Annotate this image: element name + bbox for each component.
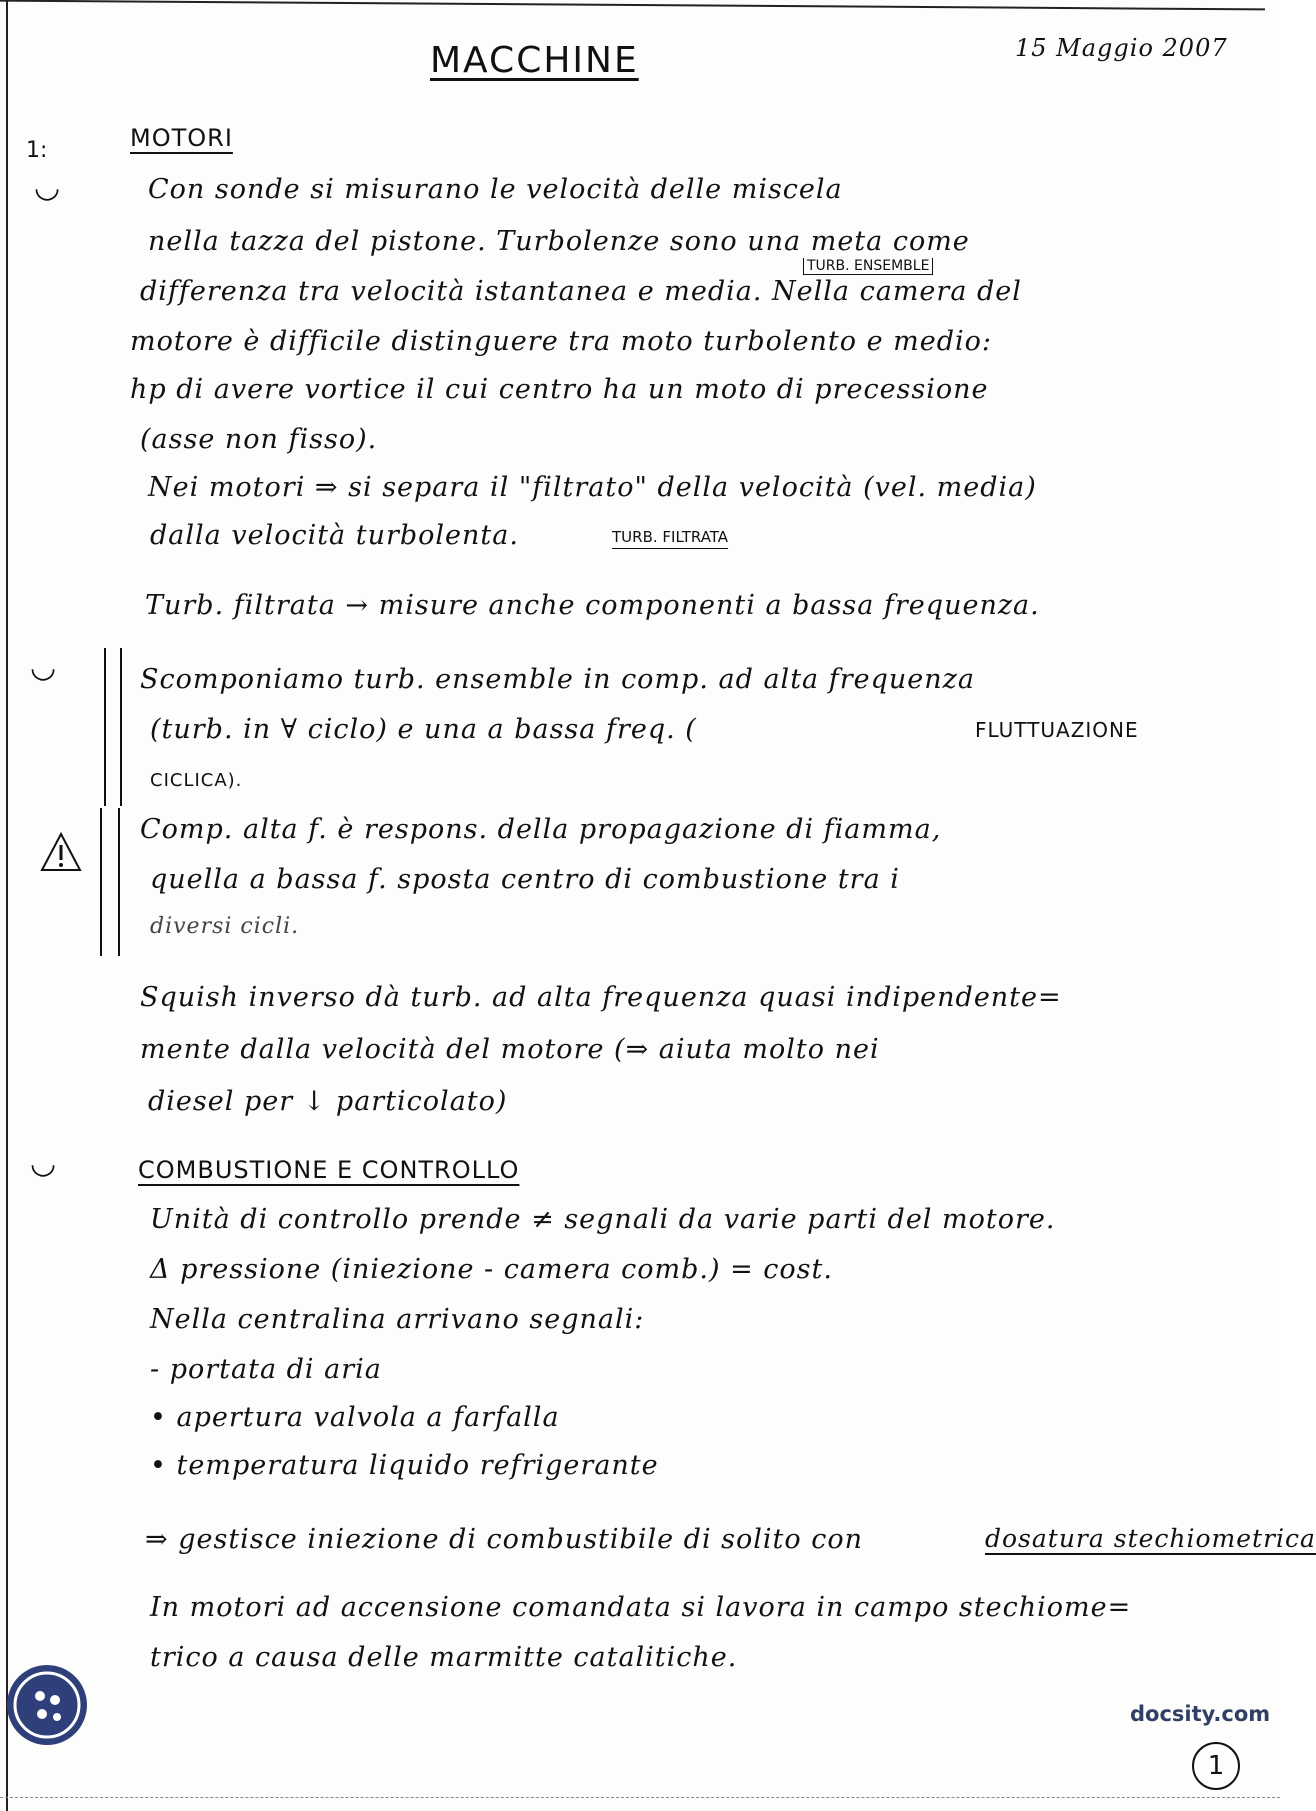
margin-number: 1: (26, 138, 48, 163)
text-line: ⇒ gestisce iniezione di combustibile di solito con (145, 1524, 863, 1555)
page-date: 15 Maggio 2007 (1015, 34, 1228, 62)
page-border-left (6, 0, 8, 1811)
text-line: Unità di controllo prende ≠ segnali da varie parti del motore. (150, 1204, 1056, 1235)
text-line: nella tazza del pistone. Turbolenze sono una meta come (148, 226, 970, 257)
text-line: Scomponiamo turb. ensemble in comp. ad alta frequenza (140, 664, 975, 695)
margin-bar (100, 808, 102, 956)
text-line: trico a causa delle marmitte catalitiche. (150, 1642, 738, 1673)
text-line: (asse non fisso). (140, 424, 378, 455)
text-line: mente dalla velocità del motore (⇒ aiuta molto nei (140, 1034, 880, 1065)
text-line: differenza tra velocità istantanea e media. Nella camera del (140, 276, 1022, 307)
margin-bar (118, 808, 120, 956)
margin-bar (104, 648, 106, 806)
text-line: (turb. in ∀ ciclo) e una a bassa freq. ( (150, 714, 697, 745)
warning-triangle-icon (40, 832, 82, 872)
text-line: quella a bassa f. sposta centro di combustione tra i (150, 864, 900, 895)
margin-moon-mark: ◡ (30, 1146, 57, 1181)
margin-moon-mark: ◡ (30, 650, 57, 685)
text-line: diesel per ↓ particolato) (148, 1086, 508, 1117)
text-line: Nella centralina arrivano segnali: (150, 1304, 645, 1335)
annotation-turb-filtrata: TURB. FILTRATA (612, 528, 729, 546)
text-line: Turb. filtrata → misure anche componenti a bassa frequenza. (145, 590, 1040, 621)
text-line: motore è difficile distinguere tra moto turbolento e medio: (130, 326, 993, 357)
text-line: Squish inverso dà turb. ad alta frequenza quasi indipendente= (140, 982, 1062, 1013)
list-item: • apertura valvola a farfalla (150, 1402, 560, 1433)
text-line: diversi cicli. (150, 914, 300, 939)
list-item: • temperatura liquido refrigerante (150, 1450, 659, 1481)
list-item: - portata di aria (150, 1354, 382, 1385)
margin-moon-mark: ◡ (34, 170, 61, 205)
page-border-top (0, 0, 1265, 10)
annotation-turb-ensemble: TURB. ENSEMBLE (803, 258, 933, 275)
text-line: Con sonde si misurano le velocità delle miscela (148, 174, 843, 205)
docsity-logo-icon (2, 1660, 92, 1750)
text-line: CICLICA). (150, 770, 243, 791)
text-line: dalla velocità turbolenta. (150, 520, 519, 551)
text-line: Comp. alta f. è respons. della propagazione di fiamma, (140, 814, 942, 845)
section-heading-motori: MOTORI (130, 124, 233, 152)
text-line: Nei motori ⇒ si separa il "filtrato" della velocità (vel. media) (148, 472, 1037, 503)
section-heading-combustione: COMBUSTIONE E CONTROLLO (138, 1156, 520, 1184)
text-dosatura: dosatura stechiometrica (985, 1524, 1316, 1553)
page-number: 1 (1192, 1742, 1240, 1790)
text-line: Δ pressione (iniezione - camera comb.) = cost. (150, 1254, 833, 1285)
caps-fluttuazione: FLUTTUAZIONE (975, 718, 1139, 742)
text-line: In motori ad accensione comandata si lavora in campo stechiome= (150, 1592, 1132, 1623)
text-line: hp di avere vortice il cui centro ha un moto di precessione (130, 374, 989, 405)
page-title: MACCHINE (430, 40, 639, 81)
docsity-watermark: docsity.com (1130, 1702, 1271, 1726)
margin-bar (120, 648, 122, 806)
bottom-ruler (0, 1797, 1280, 1808)
